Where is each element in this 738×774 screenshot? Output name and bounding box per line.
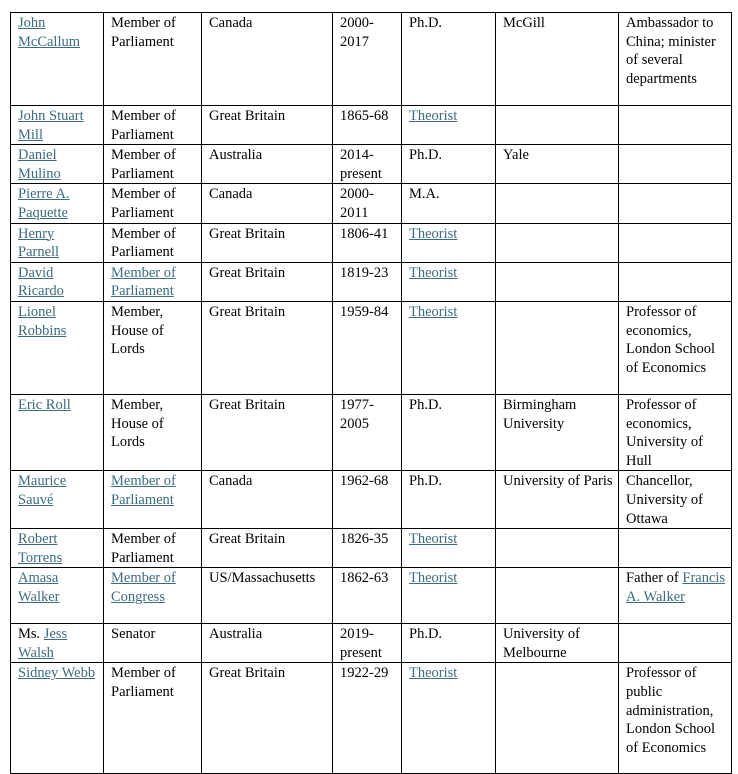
name-cell [11, 529, 104, 568]
name-cell [11, 394, 104, 470]
table-row [11, 529, 732, 568]
years-cell: 1862-63 [333, 568, 402, 624]
notes-cell: Professor of public administration, London School of Economics [619, 663, 732, 774]
name-link[interactable]: Daniel Mulino [18, 147, 61, 182]
years-cell: 2014-present [333, 145, 402, 184]
name-link[interactable]: Sidney Webb [18, 665, 96, 682]
country-cell: Australia [202, 145, 333, 184]
table-row [11, 471, 732, 529]
degree-cell [402, 301, 496, 394]
title-cell: Member of Parliament [104, 13, 202, 106]
country-cell: US/Massachusetts [202, 568, 333, 624]
name-link[interactable]: Maurice Sauvé [18, 473, 67, 508]
degree-cell: Ph.D. [402, 145, 496, 184]
school-cell [496, 106, 619, 145]
name-cell [11, 106, 104, 145]
degree-link[interactable]: Theorist [409, 570, 458, 587]
degree-cell: M.A. [402, 184, 496, 223]
school-cell [496, 529, 619, 568]
table-row [11, 13, 732, 106]
country-cell: Canada [202, 13, 333, 106]
notes-cell [619, 568, 732, 624]
country-cell: Great Britain [202, 663, 333, 774]
years-cell: 1806-41 [333, 223, 402, 262]
years-cell: 1865-68 [333, 106, 402, 145]
name-link[interactable]: Amasa Walker [18, 570, 60, 605]
degree-cell: Ph.D. [402, 624, 496, 663]
notes-link[interactable]: Francis A. Walker [626, 570, 726, 605]
years-cell: 2019-present [333, 624, 402, 663]
title-cell: Member of Parliament [104, 184, 202, 223]
country-cell: Australia [202, 624, 333, 663]
notes-cell: Professor of economics, London School of Economics [619, 301, 732, 394]
school-cell [496, 262, 619, 301]
notes-prefix: Father of [626, 570, 679, 587]
years-cell: 1962-68 [333, 471, 402, 529]
notes-cell [619, 184, 732, 223]
years-cell: 1819-23 [333, 262, 402, 301]
title-link[interactable]: Member of Parliament [111, 473, 176, 508]
degree-cell [402, 223, 496, 262]
title-link[interactable]: Member of Parliament [111, 264, 176, 300]
name-cell [11, 301, 104, 394]
title-cell [104, 262, 202, 301]
table-row [11, 106, 732, 145]
table-row [11, 568, 732, 624]
table-row [11, 301, 732, 394]
degree-link[interactable]: Theorist [409, 303, 458, 320]
degree-cell [402, 663, 496, 774]
years-cell: 1826-35 [333, 529, 402, 568]
table-row [11, 223, 732, 262]
school-cell: McGill [496, 13, 619, 106]
country-cell: Great Britain [202, 106, 333, 145]
notes-cell [619, 529, 732, 568]
notes-cell [619, 262, 732, 301]
title-cell: Member of Parliament [104, 663, 202, 774]
name-link[interactable]: Henry Parnell [18, 225, 60, 261]
name-link[interactable]: John Stuart Mill [18, 108, 84, 143]
title-cell: Member, House of Lords [104, 301, 202, 394]
degree-cell: Ph.D. [402, 394, 496, 470]
table-row [11, 184, 732, 223]
degree-link[interactable]: Theorist [409, 108, 458, 124]
years-cell: 1959-84 [333, 301, 402, 394]
school-cell [496, 184, 619, 223]
title-cell: Member of Parliament [104, 223, 202, 262]
notes-cell: Ambassador to China; minister of several departments [619, 13, 732, 106]
table-row [11, 394, 732, 470]
notes-cell [619, 624, 732, 663]
title-cell: Member, House of Lords [104, 394, 202, 470]
table-row [11, 663, 732, 774]
name-cell [11, 223, 104, 262]
name-link[interactable]: Robert Torrens [18, 531, 63, 566]
name-cell [11, 568, 104, 624]
years-cell: 2000-2011 [333, 184, 402, 223]
school-cell: University of Paris [496, 471, 619, 529]
country-cell: Great Britain [202, 301, 333, 394]
country-cell: Canada [202, 471, 333, 529]
degree-cell [402, 568, 496, 624]
notes-cell [619, 145, 732, 184]
school-cell [496, 223, 619, 262]
school-cell [496, 663, 619, 774]
name-cell [11, 13, 104, 106]
name-link[interactable]: Jess Walsh [18, 626, 68, 661]
name-cell [11, 184, 104, 223]
degree-cell [402, 106, 496, 145]
title-cell: Member of Parliament [104, 529, 202, 568]
degree-link[interactable]: Theorist [409, 225, 458, 242]
years-cell: 1977-2005 [333, 394, 402, 470]
name-cell [11, 663, 104, 774]
name-link[interactable]: Pierre A. Paquette [18, 186, 70, 221]
title-cell: Member of Parliament [104, 106, 202, 145]
table-row [11, 624, 732, 663]
degree-cell: Ph.D. [402, 13, 496, 106]
notes-cell [619, 223, 732, 262]
title-cell [104, 568, 202, 624]
degree-cell [402, 529, 496, 568]
degree-link[interactable]: Theorist [409, 531, 458, 548]
name-link[interactable]: John McCallum [18, 15, 81, 50]
school-cell: Birmingham University [496, 394, 619, 470]
title-link[interactable]: Member of Congress [111, 570, 176, 605]
name-link[interactable]: Eric Roll [18, 396, 71, 413]
name-cell [11, 145, 104, 184]
title-cell: Member of Parliament [104, 145, 202, 184]
name-cell [11, 624, 104, 663]
title-cell: Senator [104, 624, 202, 663]
school-cell [496, 568, 619, 624]
school-cell [496, 301, 619, 394]
politicians-table [10, 12, 732, 774]
name-link[interactable]: David Ricardo [18, 264, 64, 300]
name-cell [11, 262, 104, 301]
name-cell [11, 471, 104, 529]
notes-cell: Professor of economics, University of Hull [619, 394, 732, 470]
table-row [11, 262, 732, 301]
title-cell [104, 471, 202, 529]
degree-link[interactable]: Theorist [409, 264, 458, 281]
degree-link[interactable]: Theorist [409, 665, 458, 682]
name-link[interactable]: Lionel Robbins [18, 303, 67, 339]
notes-cell: Chancellor, University of Ottawa [619, 471, 732, 529]
degree-cell [402, 262, 496, 301]
notes-cell [619, 106, 732, 145]
country-cell: Great Britain [202, 262, 333, 301]
country-cell: Great Britain [202, 529, 333, 568]
years-cell: 2000-2017 [333, 13, 402, 106]
country-cell: Great Britain [202, 394, 333, 470]
country-cell: Canada [202, 184, 333, 223]
school-cell: Yale [496, 145, 619, 184]
years-cell: 1922-29 [333, 663, 402, 774]
country-cell: Great Britain [202, 223, 333, 262]
school-cell: University of Melbourne [496, 624, 619, 663]
degree-cell: Ph.D. [402, 471, 496, 529]
table-row [11, 145, 732, 184]
name-prefix: Ms. [18, 626, 41, 643]
